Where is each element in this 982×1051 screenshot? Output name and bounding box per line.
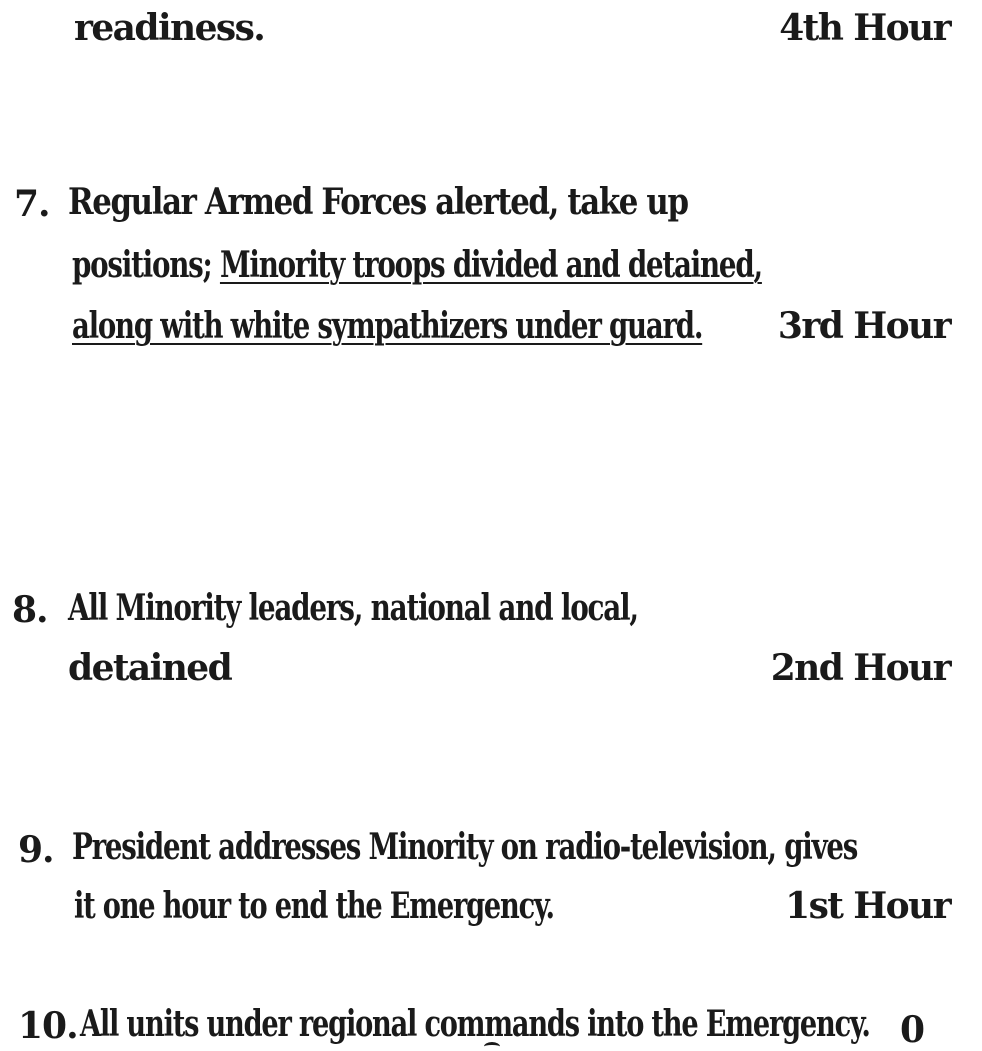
item-9-number: 9. (18, 829, 54, 871)
item-8-line-1: All Minority leaders, national and local, (68, 587, 638, 629)
item-8-number: 8. (12, 589, 48, 631)
item-7-time: 3rd Hour (777, 305, 950, 347)
item-7-line-2 (72, 244, 762, 286)
item-8-line-2: detained (68, 647, 232, 689)
item-7-line-3: along with white sympathizers under guard. (72, 305, 703, 347)
item-7-line-2-underlined: Minority troops divided and detained, (219, 244, 762, 286)
item-7-number: 7. (14, 183, 50, 225)
item-7-line-1: Regular Armed Forces alerted, take up (68, 181, 688, 223)
item-6-line-1: readiness. (74, 7, 265, 49)
item-9-line-1: President addresses Minority on radio-television, gives (72, 826, 858, 868)
item-9-line-2: it one hour to end the Emergency. (74, 885, 554, 927)
item-6-time: 4th Hour (779, 7, 950, 49)
item-8-time: 2nd Hour (770, 647, 950, 689)
item-7-line-2-plain: positions; (72, 244, 220, 286)
cropped-glyph-fragment (484, 1042, 500, 1051)
item-10-time: 0 (900, 1009, 924, 1051)
item-10-number: 10. (18, 1005, 78, 1047)
item-10-line-1: All units under regional commands into the Emergency. (80, 1003, 870, 1045)
item-9-time: 1st Hour (785, 885, 950, 927)
